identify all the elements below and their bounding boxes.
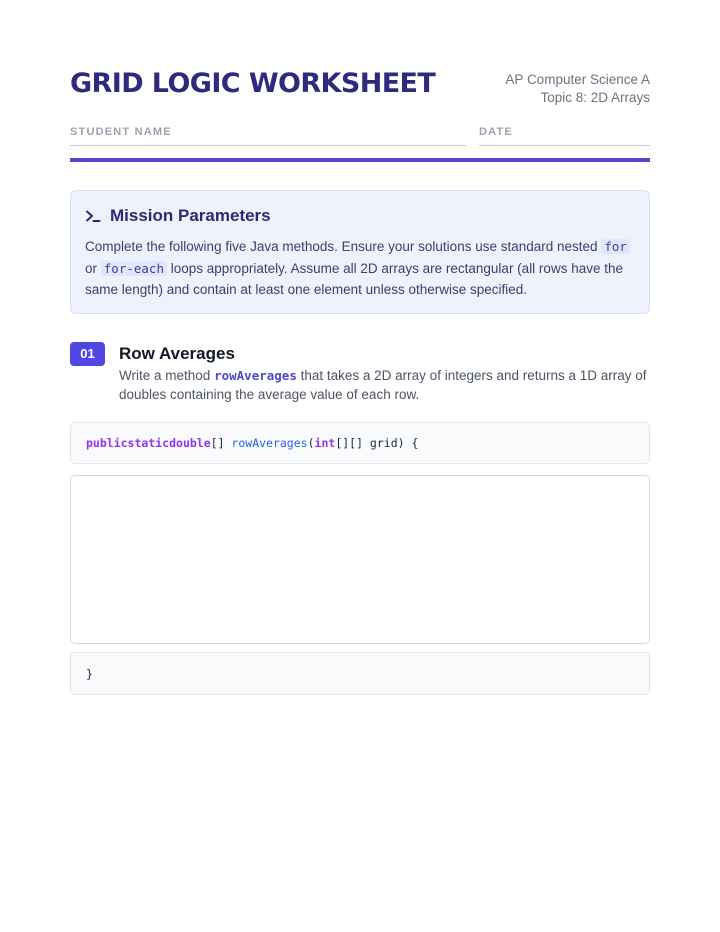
method-signature bbox=[70, 422, 650, 464]
terminal-prompt-icon bbox=[85, 209, 101, 223]
closing-brace: } bbox=[86, 666, 93, 681]
date-label: DATE bbox=[479, 126, 513, 138]
closing-brace-box bbox=[70, 652, 650, 695]
mission-text-part: or bbox=[85, 260, 98, 276]
answer-area[interactable] bbox=[70, 475, 650, 644]
keyword-static: static bbox=[127, 436, 170, 450]
return-brackets: [] bbox=[210, 436, 232, 450]
mission-box bbox=[70, 190, 650, 314]
course-name: AP Computer Science A bbox=[505, 72, 650, 87]
keyword-public: public bbox=[86, 436, 128, 450]
keyword-double: double bbox=[169, 436, 211, 450]
date-field[interactable] bbox=[479, 118, 650, 138]
params-rest: [][] grid) { bbox=[335, 436, 419, 450]
mission-header bbox=[85, 206, 635, 226]
problem-body bbox=[119, 342, 650, 404]
problem-title: Row Averages bbox=[119, 344, 235, 363]
student-fields bbox=[70, 118, 650, 162]
topic-name: Topic 8: 2D Arrays bbox=[540, 90, 650, 105]
student-name-label: STUDENT NAME bbox=[70, 126, 172, 138]
header bbox=[70, 0, 650, 118]
code-for-chip: for bbox=[601, 239, 630, 254]
keyword-int: int bbox=[314, 436, 336, 450]
mission-text-part: Complete the following five Java methods. Ensure your solutions use standard nested bbox=[85, 239, 598, 254]
problem-description bbox=[119, 366, 650, 404]
method-name: rowAverages bbox=[214, 368, 297, 383]
problem-desc-part: Write a method bbox=[119, 368, 211, 383]
open-paren: ( bbox=[307, 436, 315, 450]
mission-text-part: loops appropriately. Assume all 2D arrays are rectangular (all rows have the same length) and contain at least one element unless otherwise specified. bbox=[85, 260, 623, 297]
problem-01 bbox=[70, 342, 650, 404]
code-for-each-chip: for-each bbox=[101, 261, 167, 276]
mission-title: Mission Parameters bbox=[110, 206, 271, 225]
function-name: rowAverages bbox=[231, 436, 308, 450]
problem-number-badge: 01 bbox=[70, 342, 105, 366]
course-info bbox=[505, 71, 650, 107]
date-line bbox=[479, 145, 650, 146]
worksheet-title: GRID LOGIC WORKSHEET bbox=[70, 68, 436, 99]
problem-desc-part: that takes a 2D array of integers and returns a 1D array of doubles containing the average value of each row. bbox=[119, 368, 647, 402]
mission-description bbox=[85, 236, 635, 301]
student-name-line bbox=[70, 145, 466, 146]
student-name-field[interactable] bbox=[70, 118, 466, 138]
